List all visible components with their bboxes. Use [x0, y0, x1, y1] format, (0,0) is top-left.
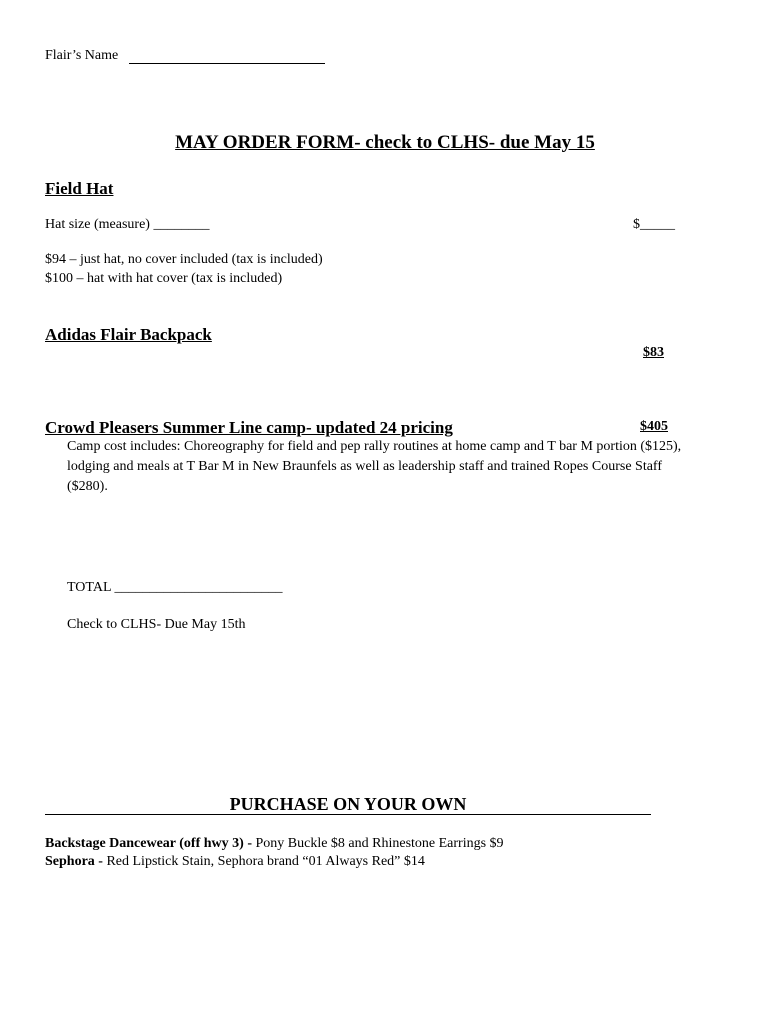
flair-name-input-line[interactable] — [129, 63, 325, 64]
hat-price-blank[interactable]: $_____ — [633, 217, 675, 232]
hat-option-no-cover: $94 – just hat, no cover included (tax is included) — [45, 252, 323, 267]
page-title: MAY ORDER FORM- check to CLHS- due May 15 — [175, 132, 595, 153]
camp-price: $405 — [640, 419, 668, 434]
camp-heading: Crowd Pleasers Summer Line camp- updated 24 pricing — [45, 418, 453, 437]
purchase-item-backstage — [45, 836, 504, 852]
hat-size-field[interactable]: Hat size (measure) ________ — [45, 217, 210, 232]
sephora-item-text: Red Lipstick Stain, Sephora brand “01 Always Red” $14 — [106, 854, 425, 869]
backpack-price: $83 — [643, 345, 664, 360]
check-note: Check to CLHS- Due May 15th — [67, 617, 246, 632]
flair-name-label: Flair’s Name — [45, 48, 119, 63]
total-field[interactable]: TOTAL ________________________ — [67, 580, 283, 595]
hat-option-with-cover: $100 – hat with hat cover (tax is included) — [45, 271, 283, 286]
backstage-store-label: Backstage Dancewear (off hwy 3) - — [45, 836, 256, 851]
backstage-item-text: Pony Buckle $8 and Rhinestone Earrings $9 — [255, 836, 504, 851]
camp-description: Camp cost includes: Choreography for field and pep rally routines at home camp and T bar M portion ($125), lodging and meals at T Bar M in New Braunfels as well as leadership staff and trained Ropes Course Staff ($280). — [67, 439, 682, 494]
purchase-own-heading: PURCHASE ON YOUR OWN — [229, 794, 467, 814]
backpack-heading: Adidas Flair Backpack — [45, 325, 212, 344]
sephora-store-label: Sephora - — [45, 854, 107, 869]
field-hat-heading: Field Hat — [45, 179, 114, 198]
purchase-item-sephora — [45, 854, 425, 870]
